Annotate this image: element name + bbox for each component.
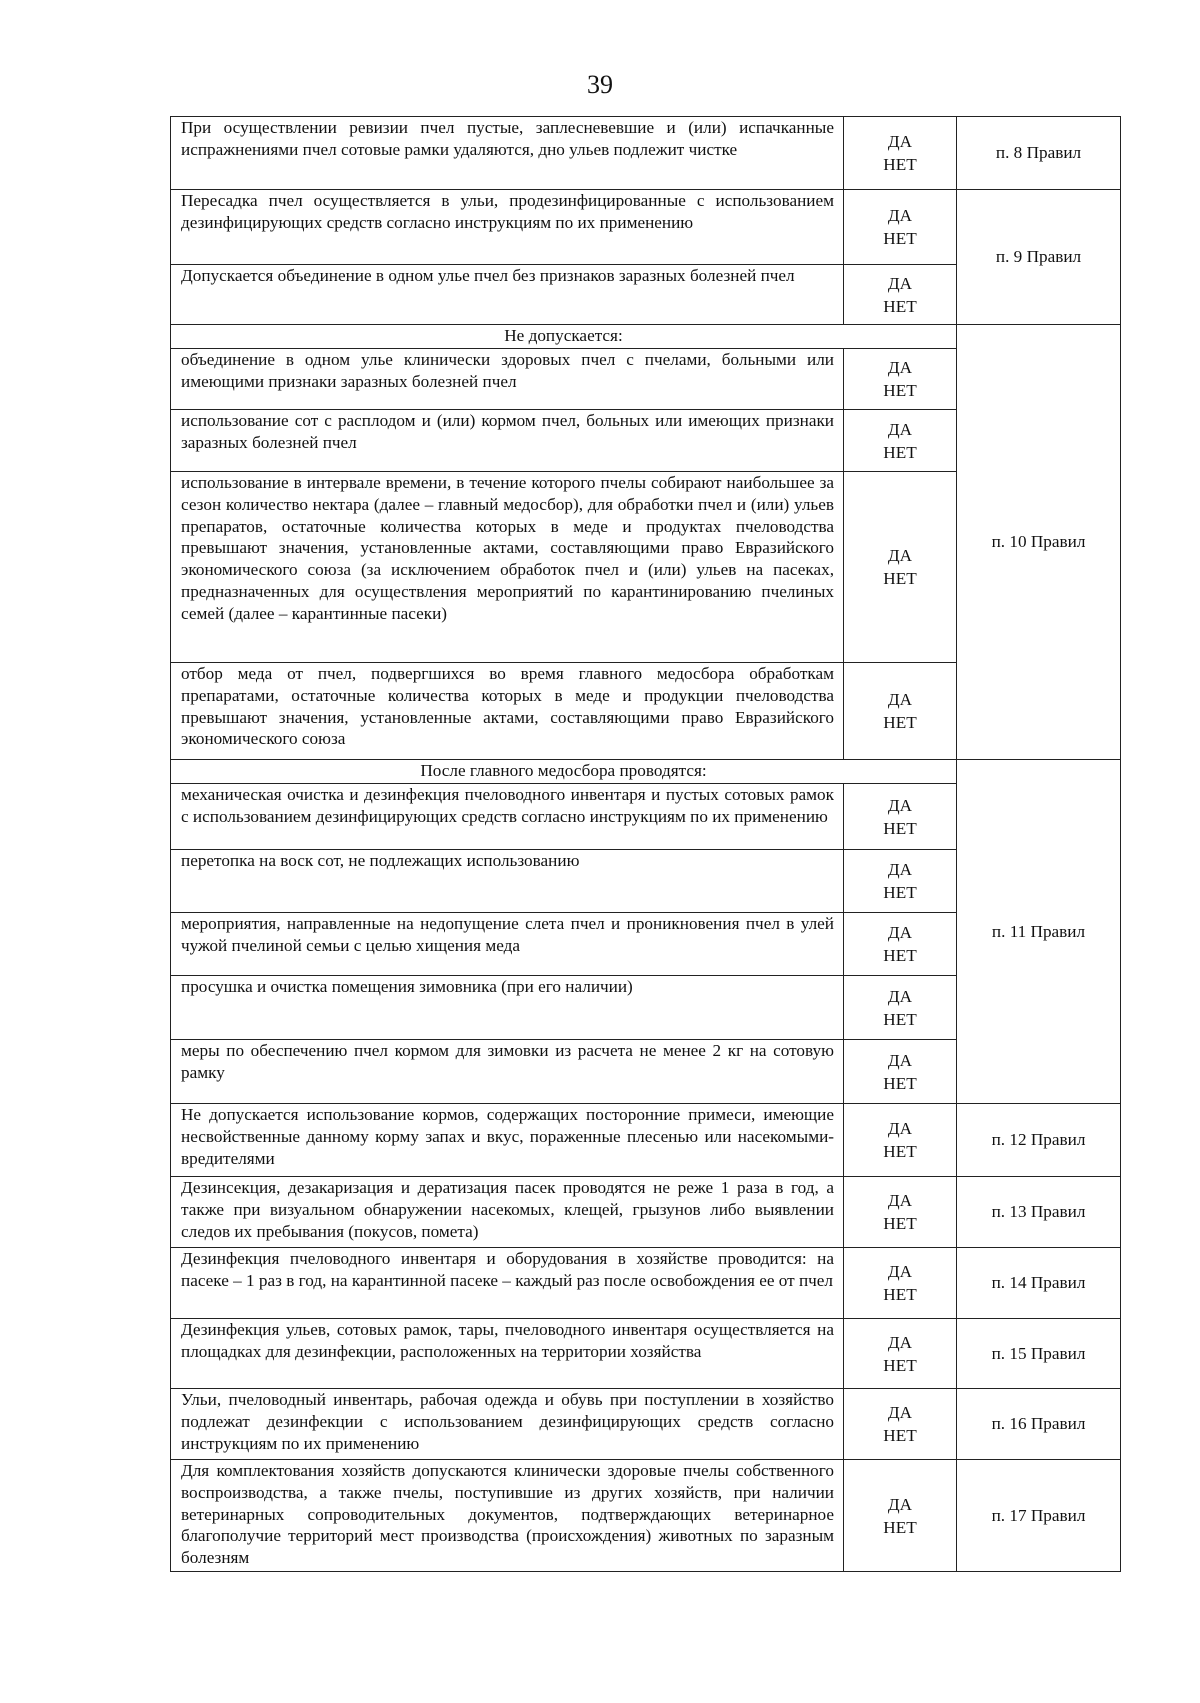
answer-yes[interactable]: ДА	[887, 1332, 913, 1352]
answer-yes[interactable]: ДА	[887, 132, 913, 151]
answer-no[interactable]: НЕТ	[883, 713, 917, 732]
answer-no[interactable]: НЕТ	[883, 1426, 917, 1445]
answer-yes[interactable]: ДА	[887, 546, 913, 565]
section-title: После главного медосбора проводятся:	[171, 760, 957, 784]
answer-no[interactable]: НЕТ	[883, 1517, 917, 1537]
requirement-text: мероприятия, направленные на недопущение слета пчел и проникновения пчел в улей чужой пчелиной семьи с целью хищения меда	[171, 913, 844, 976]
answer-no[interactable]: НЕТ	[883, 155, 917, 174]
answer-no[interactable]: НЕТ	[883, 1355, 917, 1375]
requirement-text: использование в интервале времени, в течение которого пчелы собирают наибольшее за сезон количество нектара (далее – главный медосбор), для обработки пчел и (или) ульев препаратов, остаточные количества которых в меде и продуктах пчеловодства превышают значения, установленные актами, составляющими право Евразийского экономического союза (за исключением обработок пчел и (или) ульев на пасеках, предназначенных для осуществления мероприятий по карантинированию пчелиных семей (далее – карантинные пасеки)	[171, 472, 844, 663]
answer-options	[844, 1177, 957, 1248]
page-number: 39	[587, 70, 613, 99]
section-title: Не допускается:	[171, 325, 957, 349]
answer-no[interactable]: НЕТ	[883, 1214, 917, 1233]
answer-options	[844, 117, 957, 190]
rule-reference: п. 11 Правил	[957, 760, 1121, 1104]
requirement-text: При осуществлении ревизии пчел пустые, заплесневевшие и (или) испачканные испражнениями пчел сотовые рамки удаляются, дно ульев подлежит чистке	[171, 117, 844, 190]
answer-options	[844, 1248, 957, 1319]
requirement-text: перетопка на воск сот, не подлежащих использованию	[171, 850, 844, 913]
answer-options	[844, 663, 957, 760]
answer-options	[844, 850, 957, 913]
requirement-text: Дезинсекция, дезакаризация и дератизация пасек проводятся не реже 1 раза в год, а также при визуальном обнаружении насекомых, клещей, грызунов либо выявлении следов их пребывания (покусов, помета)	[171, 1177, 844, 1248]
requirement-text: механическая очистка и дезинфекция пчеловодного инвентаря и пустых сотовых рамок с использованием дезинфицирующих средств согласно инструкциям по их применению	[171, 784, 844, 850]
table-row	[171, 1389, 1121, 1460]
answer-no[interactable]: НЕТ	[883, 1285, 917, 1304]
requirement-text: Для комплектования хозяйств допускаются клинически здоровые пчелы собственного воспроизводства, а также пчелы, поступившие из других хозяйств, при наличии ветеринарных сопроводительных документов, подтверждающих ветеринарное благополучие территорий мест производства (происхождения) животных по заразным болезням	[171, 1460, 844, 1572]
answer-options	[844, 1319, 957, 1389]
table-row	[171, 190, 1121, 265]
answer-yes[interactable]: ДА	[887, 206, 913, 225]
answer-yes[interactable]: ДА	[887, 1262, 913, 1281]
requirement-text: просушка и очистка помещения зимовника (при его наличии)	[171, 976, 844, 1040]
answer-yes[interactable]: ДА	[887, 1191, 913, 1210]
answer-options	[844, 784, 957, 850]
requirement-text: Дезинфекция ульев, сотовых рамок, тары, пчеловодного инвентаря осуществляется на площадках для дезинфекции, расположенных на территории хозяйства	[171, 1319, 844, 1389]
answer-no[interactable]: НЕТ	[883, 883, 917, 902]
answer-no[interactable]: НЕТ	[883, 1009, 917, 1029]
table-row	[171, 1104, 1121, 1177]
answer-yes[interactable]: ДА	[887, 1403, 913, 1422]
answer-yes[interactable]: ДА	[887, 1494, 913, 1514]
answer-no[interactable]: НЕТ	[883, 569, 917, 588]
rule-reference: п. 13 Правил	[957, 1177, 1121, 1248]
table-row	[171, 117, 1121, 190]
answer-options	[844, 913, 957, 976]
answer-no[interactable]: НЕТ	[883, 229, 917, 248]
requirement-text: Ульи, пчеловодный инвентарь, рабочая одежда и обувь при поступлении в хозяйство подлежат дезинфекции с использованием дезинфицирующих средств согласно инструкциям по их применению	[171, 1389, 844, 1460]
answer-yes[interactable]: ДА	[887, 273, 913, 293]
answer-yes[interactable]: ДА	[887, 986, 913, 1006]
rule-reference: п. 14 Правил	[957, 1248, 1121, 1319]
table-row	[171, 1460, 1121, 1572]
answer-yes[interactable]: ДА	[887, 358, 913, 377]
answer-yes[interactable]: ДА	[887, 1050, 913, 1070]
checklist-table	[170, 116, 1121, 1572]
requirement-text: Не допускается использование кормов, содержащих посторонние примеси, имеющие несвойственные данному корму запах и вкус, пораженные плесенью или насекомыми-вредителями	[171, 1104, 844, 1177]
requirement-text: меры по обеспечению пчел кормом для зимовки из расчета не менее 2 кг на сотовую рамку	[171, 1040, 844, 1104]
section-row	[171, 325, 1121, 349]
section-row	[171, 760, 1121, 784]
rule-reference: п. 9 Правил	[957, 190, 1121, 325]
rule-reference: п. 8 Правил	[957, 117, 1121, 190]
answer-options	[844, 976, 957, 1040]
answer-options	[844, 349, 957, 410]
requirement-text: Допускается объединение в одном улье пчел без признаков заразных болезней пчел	[171, 265, 844, 325]
answer-yes[interactable]: ДА	[887, 1119, 913, 1138]
requirement-text: Дезинфекция пчеловодного инвентаря и оборудования в хозяйстве проводится: на пасеке – 1 раз в год, на карантинной пасеке – каждый раз после освобождения ее от пчел	[171, 1248, 844, 1319]
rule-reference: п. 12 Правил	[957, 1104, 1121, 1177]
rule-reference: п. 15 Правил	[957, 1319, 1121, 1389]
answer-no[interactable]: НЕТ	[883, 1142, 917, 1161]
answer-options	[844, 265, 957, 325]
answer-options	[844, 190, 957, 265]
table-row	[171, 1248, 1121, 1319]
rule-reference: п. 16 Правил	[957, 1389, 1121, 1460]
answer-no[interactable]: НЕТ	[883, 296, 917, 316]
answer-options	[844, 410, 957, 472]
answer-options	[844, 1460, 957, 1572]
answer-yes[interactable]: ДА	[887, 795, 913, 815]
requirement-text: отбор меда от пчел, подвергшихся во время главного медосбора обработкам препаратами, остаточные количества которых в меде и продукции пчеловодства превышают значения, установленные актами, составляющими право Евразийского экономического союза	[171, 663, 844, 760]
answer-options	[844, 1104, 957, 1177]
answer-no[interactable]: НЕТ	[883, 381, 917, 400]
requirement-text: использование сот с расплодом и (или) кормом пчел, больных или имеющих признаки заразных болезней пчел	[171, 410, 844, 472]
answer-options	[844, 472, 957, 663]
answer-options	[844, 1389, 957, 1460]
rule-reference: п. 10 Правил	[957, 325, 1121, 760]
answer-yes[interactable]: ДА	[887, 860, 913, 879]
answer-yes[interactable]: ДА	[887, 923, 913, 942]
table-row	[171, 1177, 1121, 1248]
answer-no[interactable]: НЕТ	[883, 818, 917, 838]
requirement-text: Пересадка пчел осуществляется в ульи, продезинфицированные с использованием дезинфицирующих средств согласно инструкциям по их применению	[171, 190, 844, 265]
answer-options	[844, 1040, 957, 1104]
answer-yes[interactable]: ДА	[887, 419, 913, 439]
requirement-text: объединение в одном улье клинически здоровых пчел с пчелами, больными или имеющими признаки заразных болезней пчел	[171, 349, 844, 410]
answer-no[interactable]: НЕТ	[883, 1073, 917, 1093]
answer-no[interactable]: НЕТ	[883, 442, 917, 462]
rule-reference: п. 17 Правил	[957, 1460, 1121, 1572]
table-row	[171, 1319, 1121, 1389]
answer-no[interactable]: НЕТ	[883, 946, 917, 965]
answer-yes[interactable]: ДА	[887, 690, 913, 709]
